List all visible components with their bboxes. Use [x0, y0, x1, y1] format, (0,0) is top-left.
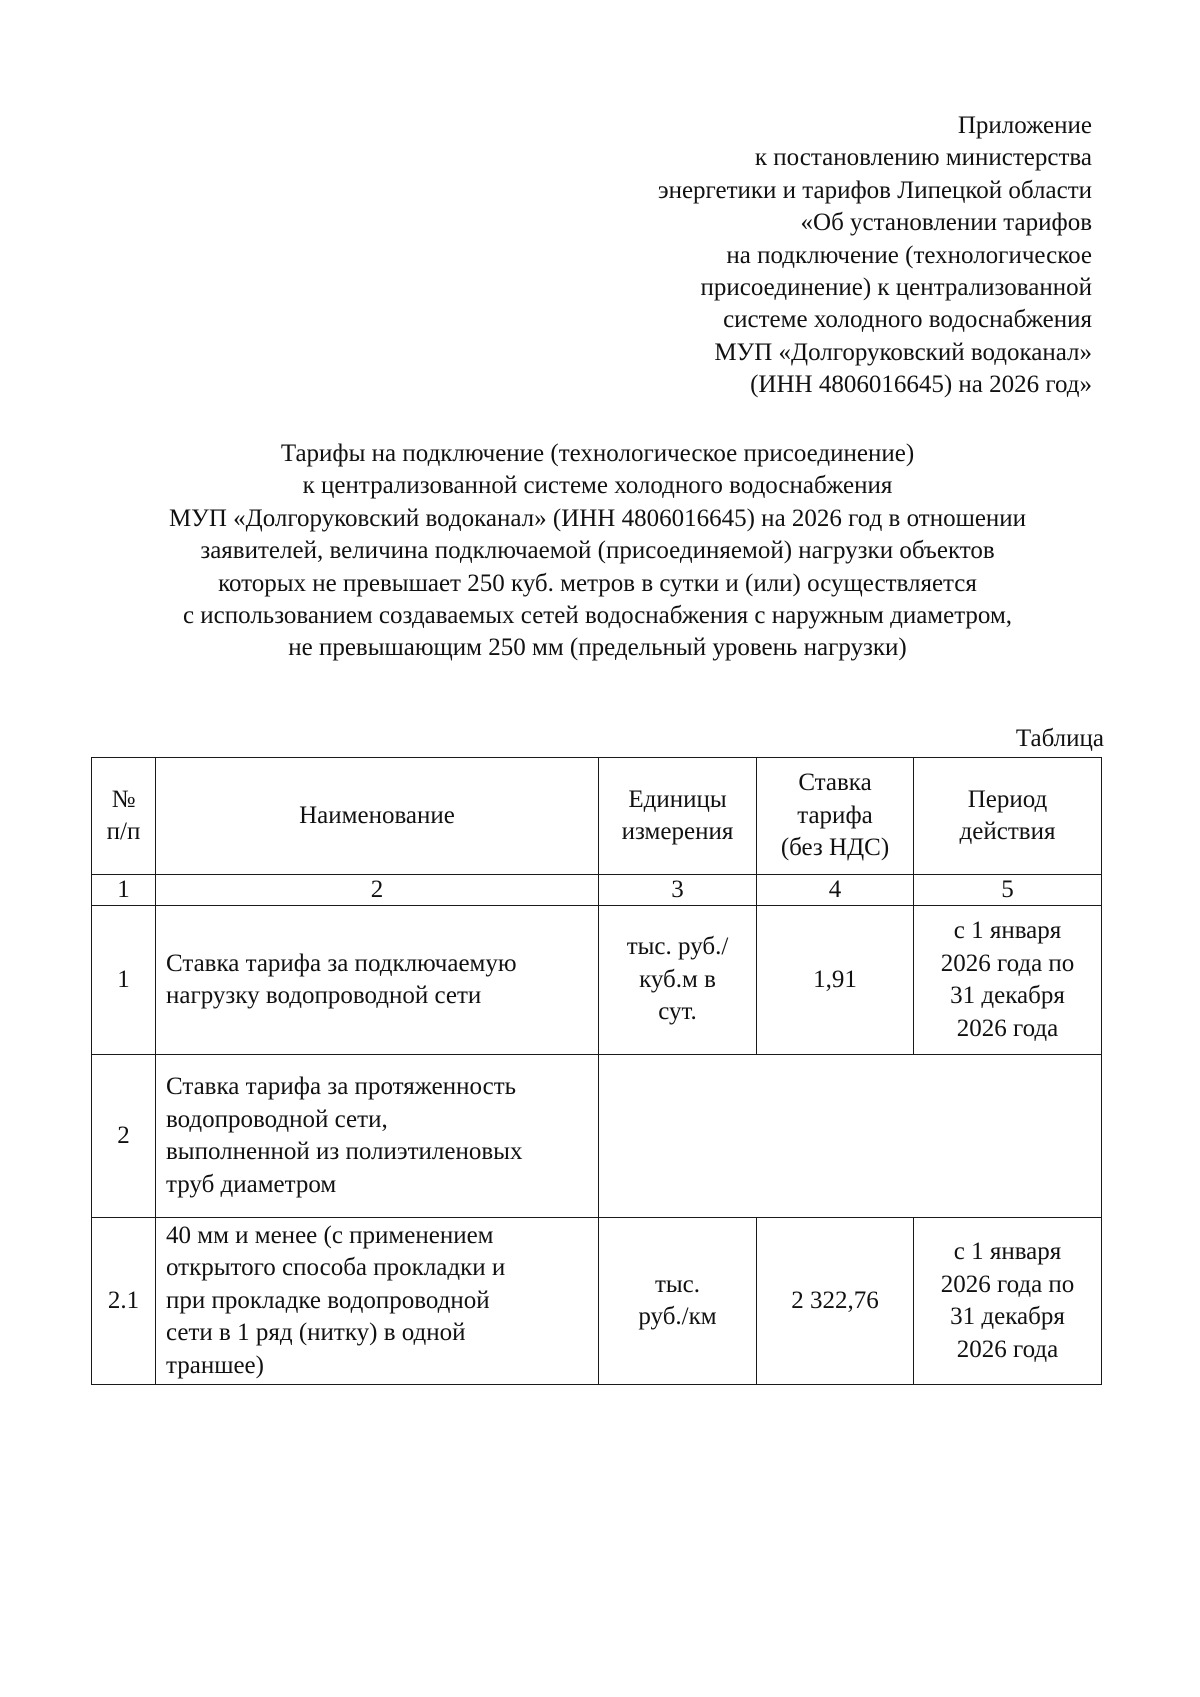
- title-line: которых не превышает 250 куб. метров в сутки и (или) осуществляется: [218, 569, 977, 597]
- row-name: Ставка тарифа за протяженность водопроводной сети, выполненной из полиэтиленовых труб диаметром: [156, 1055, 599, 1218]
- appendix-line: энергетики и тарифов Липецкой области: [657, 176, 1092, 204]
- title-line: к централизованной системе холодного водоснабжения: [302, 472, 893, 500]
- table-header-row: [92, 758, 1102, 875]
- table-caption: Таблица: [1015, 725, 1104, 752]
- title-line: МУП «Долгоруковский водоканал» (ИНН 4806016645) на 2026 год в отношении: [168, 504, 1027, 532]
- row-name: Ставка тарифа за подключаемую нагрузку водопроводной сети: [156, 906, 599, 1055]
- appendix-line: (ИНН 4806016645) на 2026 год»: [750, 371, 1092, 399]
- row-period: с 1 января 2026 года по 31 декабря 2026 года: [914, 1218, 1102, 1385]
- column-number-row: [92, 875, 1102, 906]
- row-name: 40 мм и менее (с применением открытого способа прокладки и при прокладке водопроводной сети в 1 ряд (нитку) в одной траншее): [156, 1218, 599, 1385]
- document-title: [90, 438, 1105, 665]
- row-rate: 1,91: [757, 906, 914, 1055]
- row-period: с 1 января 2026 года по 31 декабря 2026 года: [914, 906, 1102, 1055]
- tariffs-table: [91, 757, 1102, 1385]
- header-period: Период действия: [914, 758, 1102, 875]
- appendix-line: присоединение) к централизованной: [700, 274, 1092, 302]
- appendix-block: [658, 110, 1092, 402]
- column-number: 2: [156, 875, 599, 906]
- table-row: [92, 1218, 1102, 1385]
- appendix-line: системе холодного водоснабжения: [723, 306, 1092, 334]
- column-number: 5: [914, 875, 1102, 906]
- appendix-line: на подключение (технологическое: [726, 241, 1092, 269]
- header-unit: Единицы измерения: [599, 758, 757, 875]
- row-unit: тыс. руб./км: [599, 1218, 757, 1385]
- appendix-line: к постановлению министерства: [754, 144, 1092, 172]
- title-line: Тарифы на подключение (технологическое присоединение): [280, 440, 915, 467]
- appendix-line: Приложение: [957, 112, 1092, 139]
- row-empty-merged-cell: [599, 1055, 1102, 1218]
- table-row: [92, 1055, 1102, 1218]
- row-number: 2.1: [92, 1218, 156, 1385]
- column-number: 3: [599, 875, 757, 906]
- table-row: [92, 906, 1102, 1055]
- row-unit: тыс. руб./ куб.м в сут.: [599, 906, 757, 1055]
- header-number: № п/п: [92, 758, 156, 875]
- title-line: не превышающим 250 мм (предельный уровень нагрузки): [288, 634, 907, 662]
- title-line: заявителей, величина подключаемой (присоединяемой) нагрузки объектов: [200, 537, 995, 565]
- title-line: с использованием создаваемых сетей водоснабжения с наружным диаметром,: [182, 602, 1013, 630]
- appendix-line: МУП «Долгоруковский водоканал»: [714, 338, 1092, 366]
- header-rate: Ставка тарифа (без НДС): [757, 758, 914, 875]
- header-name: Наименование: [156, 758, 599, 875]
- column-number: 4: [757, 875, 914, 906]
- column-number: 1: [92, 875, 156, 906]
- row-rate: 2 322,76: [757, 1218, 914, 1385]
- appendix-line: «Об установлении тарифов: [800, 209, 1092, 237]
- row-number: 2: [92, 1055, 156, 1218]
- row-number: 1: [92, 906, 156, 1055]
